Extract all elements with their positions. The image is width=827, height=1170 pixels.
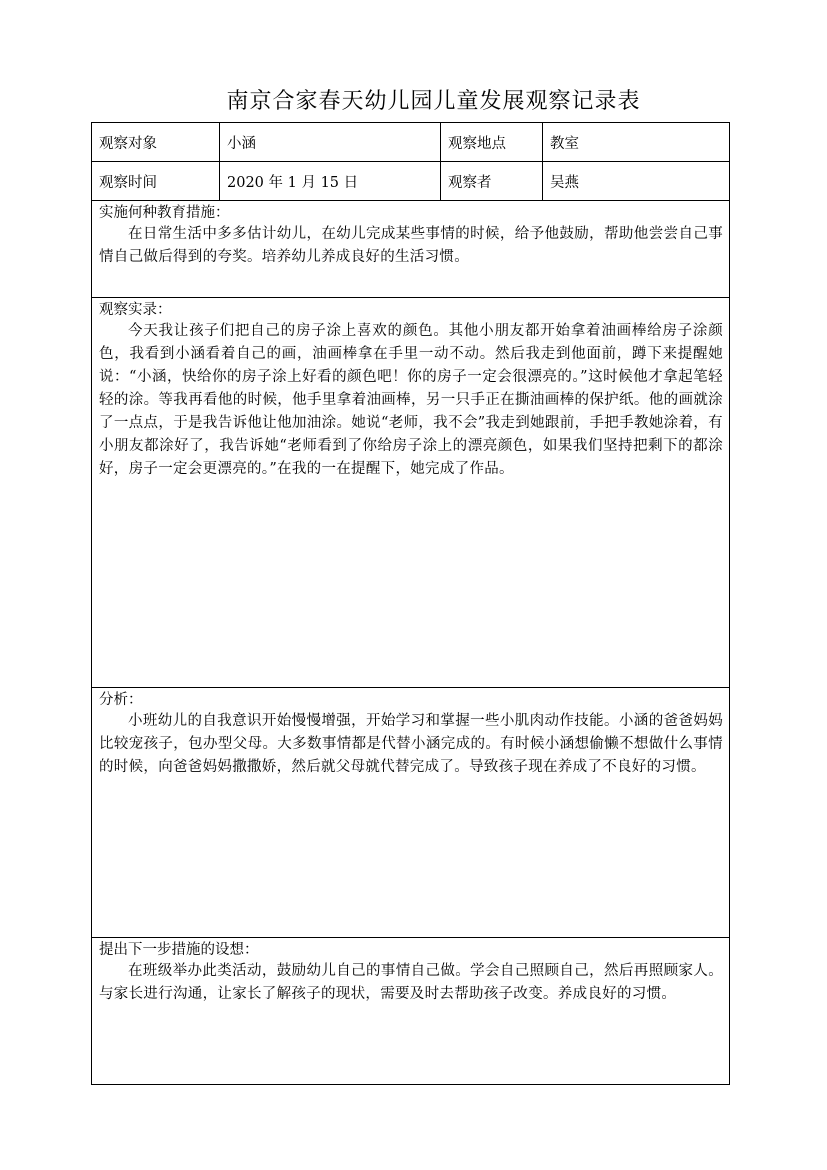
- location-value: 教室: [543, 123, 730, 162]
- measures-text: 在日常生活中多多估计幼儿，在幼儿完成某些事情的时候，给予他鼓励，帮助他尝尝自己事情自己做后得到的夸奖。培养幼儿养成良好的生活习惯。: [99, 226, 723, 265]
- observation-table: [91, 122, 730, 1085]
- measures-section: [92, 201, 730, 298]
- subject-value: 小涵: [220, 123, 441, 162]
- observer-label: 观察者: [441, 162, 543, 201]
- record-row: [92, 298, 730, 688]
- record-text: 今天我让孩子们把自己的房子涂上喜欢的颜色。其他小朋友都开始拿着油画棒给房子涂颜色，我看到小涵看着自己的画，油画棒拿在手里一动不动。然后我走到他面前，蹲下来提醒她说：“小涵，快给你的房子涂上好看的颜色吧！你的房子一定会很漂亮的。”这时候他才拿起笔轻轻的涂。等我再看他的时候，他手里拿着油画棒，另一只手正在撕油画棒的保护纸。他的画就涂了一点点，于是我告诉他让他加油涂。她说“老师，我不会”我走到她跟前，手把手教她涂着，有小朋友都涂好了，我告诉她“老师看到了你给房子涂上的漂亮颜色，如果我们坚持把剩下的都涂好，房子一定会更漂亮的。”在我的一在提醒下，她完成了作品。: [99, 323, 723, 477]
- next-steps-row: [92, 938, 730, 1085]
- record-label: 观察实录：: [99, 302, 172, 318]
- analysis-text: 小班幼儿的自我意识开始慢慢增强，开始学习和掌握一些小肌肉动作技能。小涵的爸爸妈妈比较宠孩子，包办型父母。大多数事情都是代替小涵完成的。有时候小涵想偷懒不想做什么事情的时候，向爸爸妈妈撒撒娇，然后就父母就代替完成了。导致孩子现在养成了不良好的习惯。: [99, 713, 723, 775]
- info-row-1: [92, 123, 730, 162]
- measures-label: 实施何种教育措施：: [99, 205, 230, 221]
- observer-value: 吴燕: [543, 162, 730, 201]
- page-title: 南京合家春天幼儿园儿童发展观察记录表: [226, 89, 641, 114]
- analysis-label: 分析：: [99, 692, 143, 708]
- record-section: [92, 298, 730, 688]
- time-value: 2020 年 1 月 15 日: [220, 162, 441, 201]
- time-label: 观察时间: [92, 162, 220, 201]
- info-row-2: [92, 162, 730, 201]
- next-steps-label: 提出下一步措施的设想：: [99, 942, 259, 958]
- analysis-section: [92, 688, 730, 938]
- next-steps-section: [92, 938, 730, 1085]
- location-label: 观察地点: [441, 123, 543, 162]
- subject-label: 观察对象: [92, 123, 220, 162]
- next-steps-text: 在班级举办此类活动，鼓励幼儿自己的事情自己做。学会自己照顾自己，然后再照顾家人。与家长进行沟通，让家长了解孩子的现状，需要及时去帮助孩子改变。养成良好的习惯。: [99, 963, 723, 1002]
- analysis-row: [92, 688, 730, 938]
- measures-row: [92, 201, 730, 298]
